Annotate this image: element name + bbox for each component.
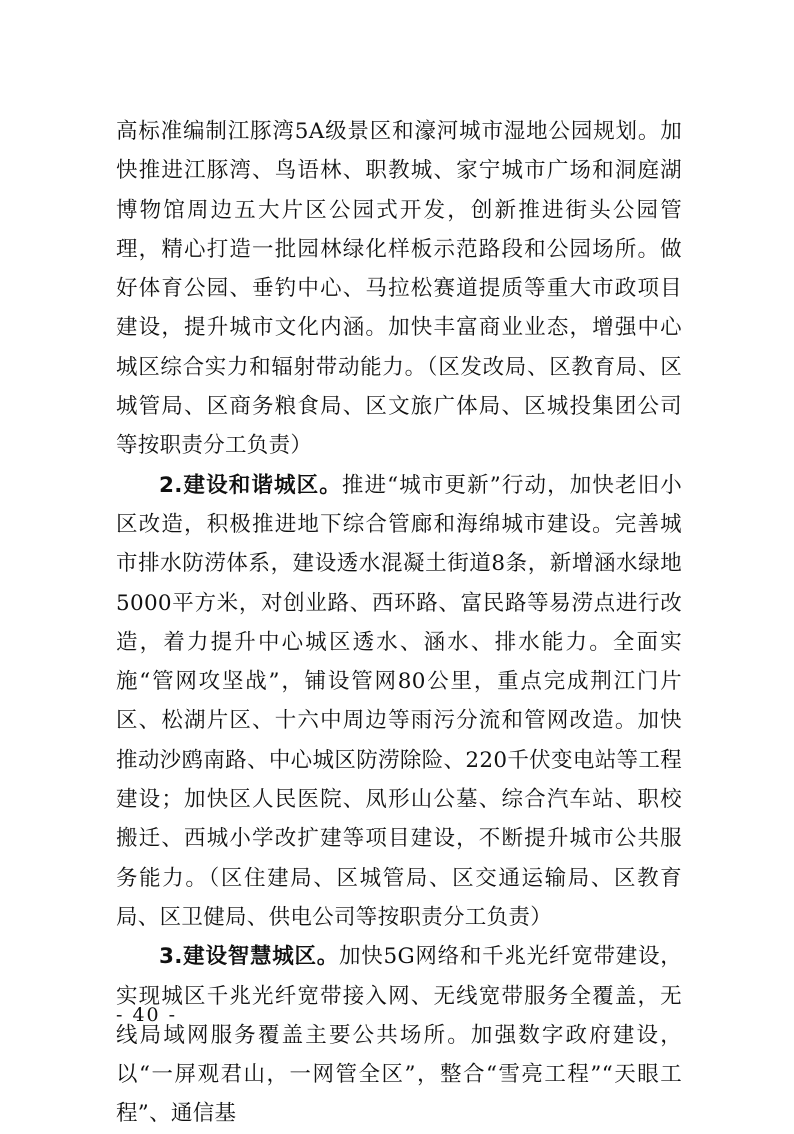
paragraph-1 — [116, 112, 682, 466]
paragraph-2 — [116, 466, 682, 938]
section-heading-3: 3.建设智慧城区。 — [159, 944, 339, 970]
paragraph-1-text: 高标准编制江豚湾5A级景区和濠河城市湿地公园规划。加快推进江豚湾、鸟语林、职教城、家宁城市广场和洞庭湖博物馆周边五大片区公园式开发，创新推进街头公园管理，精心打造一批园林绿化样板示范路段和公园场所。做好体育公园、垂钓中心、马拉松赛道提质等重大市政项目建设，提升城市文化内涵。加快丰富商业业态，增强中心城区综合实力和辐射带动能力。（区发改局、区教育局、区城管局、区商务粮食局、区文旅广体局、区城投集团公司等按职责分工负责） — [116, 119, 682, 459]
document-body — [116, 112, 682, 1134]
page-number: - 40 - — [116, 1004, 178, 1026]
section-heading-2: 2.建设和谐城区。 — [159, 472, 342, 498]
paragraph-3-text: 加快5G网络和千兆光纤宽带建设，实现城区千兆光纤宽带接入网、无线宽带服务全覆盖，无线局域网服务覆盖主要公共场所。加强数字政府建设，以“一屏观君山，一网管全区”，整合“雪亮工程”“天眼工程”、通信基 — [116, 944, 683, 1127]
paragraph-2-text: 推进“城市更新”行动，加快老旧小区改造，积极推进地下综合管廊和海绵城市建设。完善城市排水防涝体系，建设透水混凝土街道8条，新增涵水绿地5000平方米，对创业路、西环路、富民路等易涝点进行改造，着力提升中心城区透水、涵水、排水能力。全面实施“管网攻坚战”，铺设管网80公里，重点完成荆江门片区、松湖片区、十六中周边等雨污分流和管网改造。加快推动沙鸥南路、中心城区防涝除险、220千伏变电站等工程建设；加快区人民医院、凤形山公墓、综合汽车站、职校搬迁、西城小学改扩建等项目建设，不断提升城市公共服务能力。（区住建局、区城管局、区交通运输局、区教育局、区卫健局、供电公司等按职责分工负责） — [116, 472, 683, 930]
paragraph-3 — [116, 937, 682, 1133]
